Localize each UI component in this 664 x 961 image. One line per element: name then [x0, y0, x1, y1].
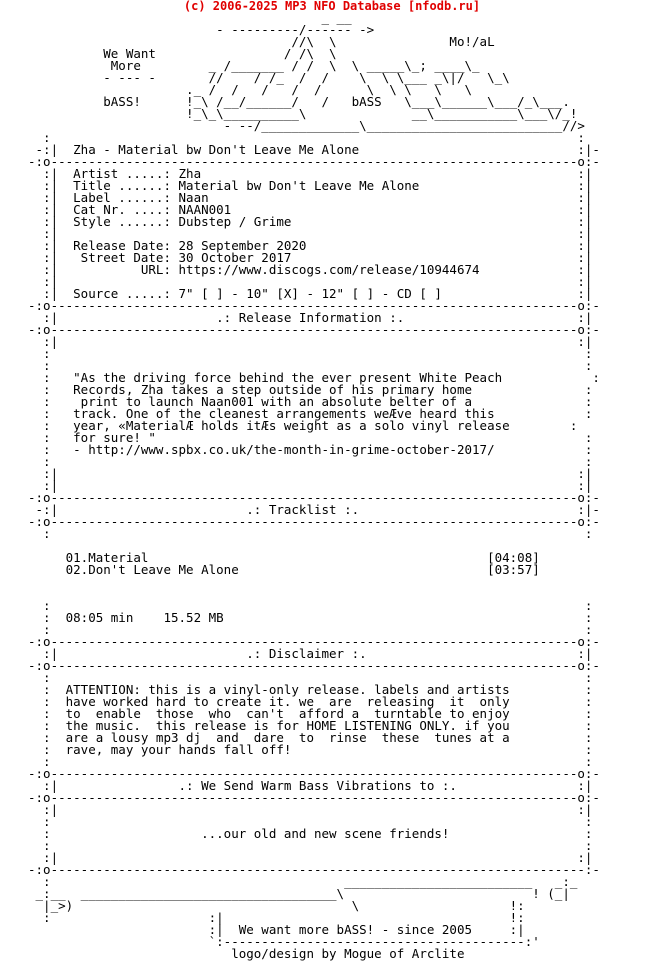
nfo-line: :| Source .....: 7" [ ] - 10" [X] - 12" [ ] - CD [ ] :|: [28, 286, 593, 301]
nfo-line: :| Release Date: 28 September 2020 :|: [28, 238, 593, 253]
nfo-line: -:o----------------------------------------------------------------------o:-: [28, 790, 600, 805]
nfo-line: bASS! !_\ /__/______/ / bASS \___\______\___/_\___.: [28, 94, 570, 109]
nfo-line: : to enable those who can't afford a turntable to enjoy :: [28, 706, 593, 721]
nfo-line: : ATTENTION: this is a vinyl-only release. labels and artists :: [28, 682, 593, 697]
nfo-line: : :: [28, 814, 593, 829]
nfo-line: :| Street Date: 30 October 2017 :|: [28, 250, 593, 265]
nfo-line: : :: [28, 358, 593, 373]
nfo-line: : year, «MaterialÆ holds itÆs weight as a solo vinyl release :: [28, 418, 578, 433]
nfo-line: :| .: We Send Warm Bass Vibrations to :. :|: [28, 778, 593, 793]
nfo-line: [28, 576, 600, 588]
nfo-line: : :: [28, 526, 593, 541]
nfo-line: :| :|: [28, 802, 593, 817]
nfo-line: : _________________________ _:_: [28, 874, 578, 889]
nfo-line: 02.Don't Leave Me Alone [03:57]: [28, 562, 540, 577]
nfodb-header: (c) 2006-2025 MP3 NFO Database [nfodb.ru]: [183, 0, 481, 13]
nfo-line: -:| .: Tracklist :. :|-: [28, 502, 600, 517]
nfo-line: !_\_\__________\ __\___________\___\/_!: [28, 106, 578, 121]
nfo-line: : "As the driving force behind the ever present White Peach :: [28, 370, 600, 385]
nfo-line: : track. One of the cleanest arrangements weÆve heard this :: [28, 406, 593, 421]
nfo-line: : :: [28, 622, 593, 637]
nfo-line: _ __: [28, 10, 352, 25]
nfo-line: : rave, may your hands fall off! :: [28, 742, 593, 757]
nfo-line: :| Title ......: Material bw Don't Leave Me Alone :|: [28, 178, 593, 193]
nfo-line: More _ /_______ / / \ \ _____\_; ____\_: [28, 58, 480, 73]
nfo-line: : :: [28, 454, 593, 469]
nfo-line: : have worked hard to create it. we are releasing it only :: [28, 694, 593, 709]
nfo-line: logo/design by Mogue of Arclite: [28, 946, 465, 961]
nfo-line: :| :|: [28, 334, 593, 349]
nfo-line: -:| Zha - Material bw Don't Leave Me Alone :|-: [28, 142, 600, 157]
nfo-line: :| URL: https://www.discogs.com/release/10944674 :|: [28, 262, 593, 277]
nfo-line: : - http://www.spbx.co.uk/the-month-in-grime-october-2017/ :: [28, 442, 593, 457]
nfo-line: :| Label ......: Naan :|: [28, 190, 593, 205]
nfo-line: : are a lousy mp3 dj and dare to rinse these tunes at a :: [28, 730, 593, 745]
nfo-line: - --- - // / /_ / / \ \ \___ _\|/ \_\: [28, 70, 510, 85]
nfo-line: -:o----------------------------------------------------------------------o:-: [28, 322, 600, 337]
nfo-line: :| Artist .....: Zha :|: [28, 166, 593, 181]
nfo-text: [28, 12, 600, 960]
nfo-line: -:o----------------------------------------------------------------------o:-: [28, 154, 600, 169]
nfo-line: -:o----------------------------------------------------------------------o:-: [28, 766, 600, 781]
nfo-line: :| :|: [28, 226, 593, 241]
nfo-line: : Records, Zha takes a step outside of his primary home :: [28, 382, 593, 397]
nfo-line: : :: [28, 754, 593, 769]
nfo-line: : :: [28, 346, 593, 361]
nfo-line: :| Style ......: Dubstep / Grime :|: [28, 214, 593, 229]
nfo-line: :| :|: [28, 274, 593, 289]
nfo-line: :| Cat Nr. ....: NAAN001 :|: [28, 202, 593, 217]
nfo-line: : :: [28, 670, 593, 685]
nfo-line: :| :|: [28, 466, 593, 481]
nfo-line: -:o----------------------------------------------------------------------o:-: [28, 514, 600, 529]
nfo-line: :| :|: [28, 850, 593, 865]
nfo-line: : the music. this release is for HOME LISTENING ONLY. if you :: [28, 718, 593, 733]
nfo-line: : :| !:: [28, 910, 525, 925]
nfo-line: : print to launch Naan001 with an absolute belter of a :: [28, 394, 593, 409]
nfo-line: //\ \ Mo!/aL: [28, 34, 495, 49]
nfo-line: |_>) \ !:: [28, 898, 525, 913]
nfo-line: : 08:05 min 15.52 MB :: [28, 610, 593, 625]
nfo-line: We Want / /\ \: [28, 46, 337, 61]
nfo-line: 01.Material [04:08]: [28, 550, 540, 565]
nfo-line: ._ / / / / / \ \ \ \ \: [28, 82, 473, 97]
nfo-line: -:o-----------------------------------------------------------------------:-: [28, 862, 600, 877]
nfo-line: : for sure! " :: [28, 430, 593, 445]
nfo-line: : :: [28, 598, 593, 613]
nfo-line: : :: [28, 838, 593, 853]
nfo-line: :| :|: [28, 478, 593, 493]
nfo-line: :| .: Disclaimer :. :|: [28, 646, 593, 661]
nfo-line: -:o----------------------------------------------------------------------o:-: [28, 634, 600, 649]
nfo-line: :| We want more bASS! - since 2005 :|: [28, 922, 525, 937]
nfo-line: _:__ __________________________________\ ! (_|: [28, 886, 570, 901]
nfo-line: -:o----------------------------------------------------------------------o:-: [28, 658, 600, 673]
nfo-line: - --/_____________\__________________________//>: [28, 118, 585, 133]
nfo-line: :| .: Release Information :. :|: [28, 310, 593, 325]
nfo-line: `:----------------------------------------:': [28, 934, 540, 949]
nfo-line: : ...our old and new scene friends! :: [28, 826, 593, 841]
nfo-line: - ---------/------ ->: [28, 22, 375, 37]
nfo-line: -:o----------------------------------------------------------------------o:-: [28, 490, 600, 505]
nfo-line: : :: [28, 130, 585, 145]
nfo-line: -:o----------------------------------------------------------------------o:-: [28, 298, 600, 313]
